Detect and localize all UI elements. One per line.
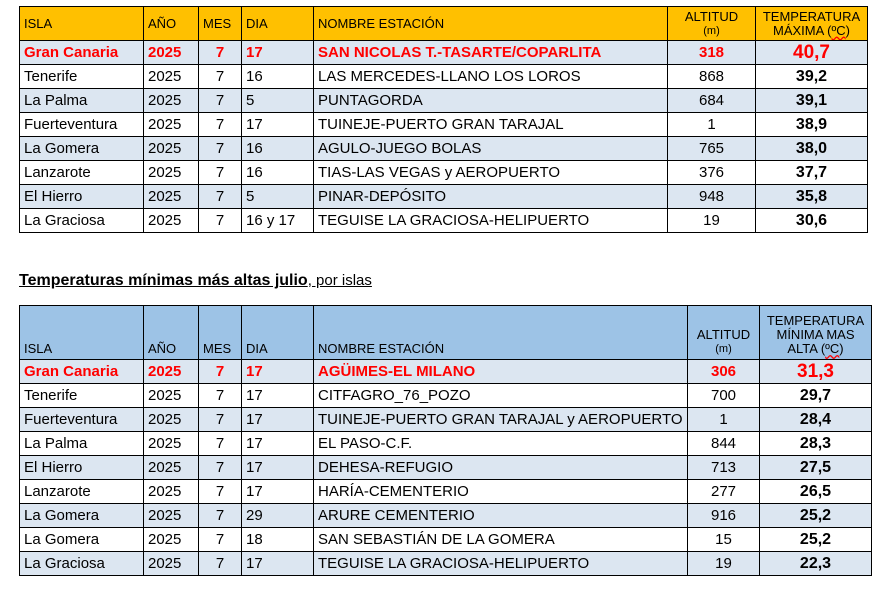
cell-estacion: AGULO-JUEGO BOLAS (314, 137, 668, 161)
cell-isla: Fuerteventura (20, 113, 144, 137)
cell-anio: 2025 (144, 432, 199, 456)
table-row (20, 185, 868, 209)
header-mes: MES (199, 306, 242, 360)
cell-dia: 16 (242, 137, 314, 161)
cell-isla: La Palma (20, 432, 144, 456)
cell-altitud: 844 (688, 432, 760, 456)
subtitle-rest: , por islas (307, 272, 372, 289)
cell-estacion: TUINEJE-PUERTO GRAN TARAJAL (314, 113, 668, 137)
header-temp-unit: ºC (825, 341, 840, 356)
cell-anio: 2025 (144, 41, 199, 65)
cell-estacion: TEGUISE LA GRACIOSA-HELIPUERTO (314, 552, 688, 576)
header-temp-unit: ºC (831, 22, 846, 38)
header-altitud-label: ALTITUD (696, 327, 751, 342)
cell-temp: 30,6 (756, 209, 868, 233)
cell-isla: Fuerteventura (20, 408, 144, 432)
cell-mes: 7 (199, 137, 242, 161)
cell-estacion: SAN NICOLAS T.-TASARTE/COPARLITA (314, 41, 668, 65)
header-temp-line1: TEMPERATURA (766, 313, 865, 328)
cell-mes: 7 (199, 504, 242, 528)
cell-dia: 17 (242, 360, 314, 384)
header-temp-line2 (760, 24, 863, 38)
cell-altitud: 765 (668, 137, 756, 161)
cell-altitud: 277 (688, 480, 760, 504)
cell-anio: 2025 (144, 408, 199, 432)
cell-temp: 27,5 (760, 456, 872, 480)
table-row (20, 456, 872, 480)
cell-mes: 7 (199, 432, 242, 456)
cell-temp: 39,1 (756, 89, 868, 113)
cell-estacion: DEHESA-REFUGIO (314, 456, 688, 480)
table-row (20, 480, 872, 504)
cell-mes: 7 (199, 456, 242, 480)
table-row (20, 41, 868, 65)
cell-altitud: 1 (668, 113, 756, 137)
cell-isla: El Hierro (20, 456, 144, 480)
cell-isla: Lanzarote (20, 161, 144, 185)
cell-isla: Lanzarote (20, 480, 144, 504)
header-altitud-unit: (m) (703, 24, 720, 37)
cell-estacion: TEGUISE LA GRACIOSA-HELIPUERTO (314, 209, 668, 233)
cell-anio: 2025 (144, 552, 199, 576)
header-temp-line3-text: ALTA ( (787, 341, 826, 356)
table-row (20, 137, 868, 161)
cell-anio: 2025 (144, 65, 199, 89)
header-temp-line3 (764, 342, 867, 356)
cell-isla: Tenerife (20, 384, 144, 408)
cell-mes: 7 (199, 185, 242, 209)
max-table-header-row (20, 7, 868, 41)
header-temp-line2: MÍNIMA MAS (776, 327, 855, 342)
header-temperatura (756, 7, 868, 41)
cell-mes: 7 (199, 209, 242, 233)
cell-anio: 2025 (144, 113, 199, 137)
cell-isla: La Palma (20, 89, 144, 113)
cell-anio: 2025 (144, 161, 199, 185)
cell-mes: 7 (199, 113, 242, 137)
cell-altitud: 1 (688, 408, 760, 432)
cell-isla: La Graciosa (20, 552, 144, 576)
cell-mes: 7 (199, 552, 242, 576)
cell-estacion: LAS MERCEDES-LLANO LOS LOROS (314, 65, 668, 89)
cell-mes: 7 (199, 65, 242, 89)
cell-mes: 7 (199, 480, 242, 504)
cell-altitud: 713 (688, 456, 760, 480)
subtitle-bold: Temperaturas mínimas más altas julio (19, 272, 308, 289)
cell-temp: 38,9 (756, 113, 868, 137)
cell-estacion: TUINEJE-PUERTO GRAN TARAJAL y AEROPUERTO (314, 408, 688, 432)
cell-anio: 2025 (144, 480, 199, 504)
cell-temp: 26,5 (760, 480, 872, 504)
table-row (20, 384, 872, 408)
cell-anio: 2025 (144, 185, 199, 209)
cell-anio: 2025 (144, 384, 199, 408)
cell-anio: 2025 (144, 456, 199, 480)
header-anio: AÑO (144, 306, 199, 360)
header-mes: MES (199, 7, 242, 41)
header-isla: ISLA (20, 306, 144, 360)
cell-altitud: 700 (688, 384, 760, 408)
cell-altitud: 916 (688, 504, 760, 528)
header-altitud (688, 306, 760, 360)
cell-estacion: AGÜIMES-EL MILANO (314, 360, 688, 384)
cell-dia: 17 (242, 408, 314, 432)
cell-dia: 5 (242, 89, 314, 113)
header-temp-close: ) (845, 22, 850, 38)
cell-dia: 17 (242, 113, 314, 137)
header-temp-line1: TEMPERATURA (762, 8, 861, 24)
cell-mes: 7 (199, 384, 242, 408)
cell-anio: 2025 (144, 528, 199, 552)
cell-altitud: 948 (668, 185, 756, 209)
cell-temp: 40,7 (756, 41, 868, 65)
cell-isla: La Gomera (20, 137, 144, 161)
header-temperatura (760, 306, 872, 360)
table-row (20, 552, 872, 576)
table-row (20, 65, 868, 89)
cell-temp: 29,7 (760, 384, 872, 408)
table-row (20, 504, 872, 528)
header-altitud-unit: (m) (715, 343, 732, 355)
cell-dia: 17 (242, 432, 314, 456)
cell-mes: 7 (199, 408, 242, 432)
cell-altitud: 306 (688, 360, 760, 384)
cell-dia: 16 (242, 161, 314, 185)
cell-estacion: CITFAGRO_76_POZO (314, 384, 688, 408)
min-table-header-row (20, 306, 872, 360)
cell-estacion: TIAS-LAS VEGAS y AEROPUERTO (314, 161, 668, 185)
cell-altitud: 376 (668, 161, 756, 185)
cell-estacion: EL PASO-C.F. (314, 432, 688, 456)
table-row (20, 161, 868, 185)
cell-altitud: 15 (688, 528, 760, 552)
header-estacion: NOMBRE ESTACIÓN (314, 7, 668, 41)
cell-dia: 16 (242, 65, 314, 89)
cell-temp: 31,3 (760, 360, 872, 384)
header-dia: DIA (242, 7, 314, 41)
min-table-body (20, 360, 872, 576)
cell-mes: 7 (199, 41, 242, 65)
table-row (20, 113, 868, 137)
table-row (20, 360, 872, 384)
cell-dia: 17 (242, 456, 314, 480)
cell-anio: 2025 (144, 360, 199, 384)
cell-altitud: 19 (688, 552, 760, 576)
cell-estacion: PUNTAGORDA (314, 89, 668, 113)
cell-altitud: 318 (668, 41, 756, 65)
table-row (20, 209, 868, 233)
cell-dia: 16 y 17 (242, 209, 314, 233)
max-temperature-table (19, 6, 868, 233)
cell-temp: 39,2 (756, 65, 868, 89)
header-altitud-label: ALTITUD (684, 8, 739, 24)
header-dia: DIA (242, 306, 314, 360)
cell-estacion: HARÍA-CEMENTERIO (314, 480, 688, 504)
cell-isla: La Gomera (20, 528, 144, 552)
cell-anio: 2025 (144, 137, 199, 161)
cell-dia: 17 (242, 384, 314, 408)
cell-altitud: 19 (668, 209, 756, 233)
cell-dia: 17 (242, 41, 314, 65)
cell-temp: 22,3 (760, 552, 872, 576)
cell-mes: 7 (199, 360, 242, 384)
header-anio: AÑO (144, 7, 199, 41)
cell-anio: 2025 (144, 89, 199, 113)
table-row (20, 408, 872, 432)
cell-estacion: PINAR-DEPÓSITO (314, 185, 668, 209)
cell-isla: La Graciosa (20, 209, 144, 233)
cell-estacion: SAN SEBASTIÁN DE LA GOMERA (314, 528, 688, 552)
header-temp-line2-text: MÁXIMA ( (773, 22, 832, 38)
cell-dia: 5 (242, 185, 314, 209)
cell-temp: 38,0 (756, 137, 868, 161)
max-table-body (20, 41, 868, 233)
cell-isla: El Hierro (20, 185, 144, 209)
cell-estacion: ARURE CEMENTERIO (314, 504, 688, 528)
cell-temp: 35,8 (756, 185, 868, 209)
cell-isla: Gran Canaria (20, 41, 144, 65)
min-temperature-subtitle (19, 272, 372, 290)
table-row (20, 528, 872, 552)
cell-dia: 29 (242, 504, 314, 528)
header-temp-close: ) (839, 341, 844, 356)
cell-dia: 18 (242, 528, 314, 552)
cell-mes: 7 (199, 161, 242, 185)
header-altitud (668, 7, 756, 41)
cell-temp: 28,4 (760, 408, 872, 432)
header-estacion: NOMBRE ESTACIÓN (314, 306, 688, 360)
cell-temp: 37,7 (756, 161, 868, 185)
table-row (20, 432, 872, 456)
table-row (20, 89, 868, 113)
cell-altitud: 868 (668, 65, 756, 89)
cell-temp: 28,3 (760, 432, 872, 456)
cell-dia: 17 (242, 480, 314, 504)
cell-temp: 25,2 (760, 504, 872, 528)
cell-altitud: 684 (668, 89, 756, 113)
header-isla: ISLA (20, 7, 144, 41)
cell-mes: 7 (199, 89, 242, 113)
cell-isla: La Gomera (20, 504, 144, 528)
cell-isla: Tenerife (20, 65, 144, 89)
min-temperature-table (19, 305, 872, 576)
cell-anio: 2025 (144, 504, 199, 528)
cell-isla: Gran Canaria (20, 360, 144, 384)
cell-anio: 2025 (144, 209, 199, 233)
cell-mes: 7 (199, 528, 242, 552)
cell-temp: 25,2 (760, 528, 872, 552)
cell-dia: 17 (242, 552, 314, 576)
